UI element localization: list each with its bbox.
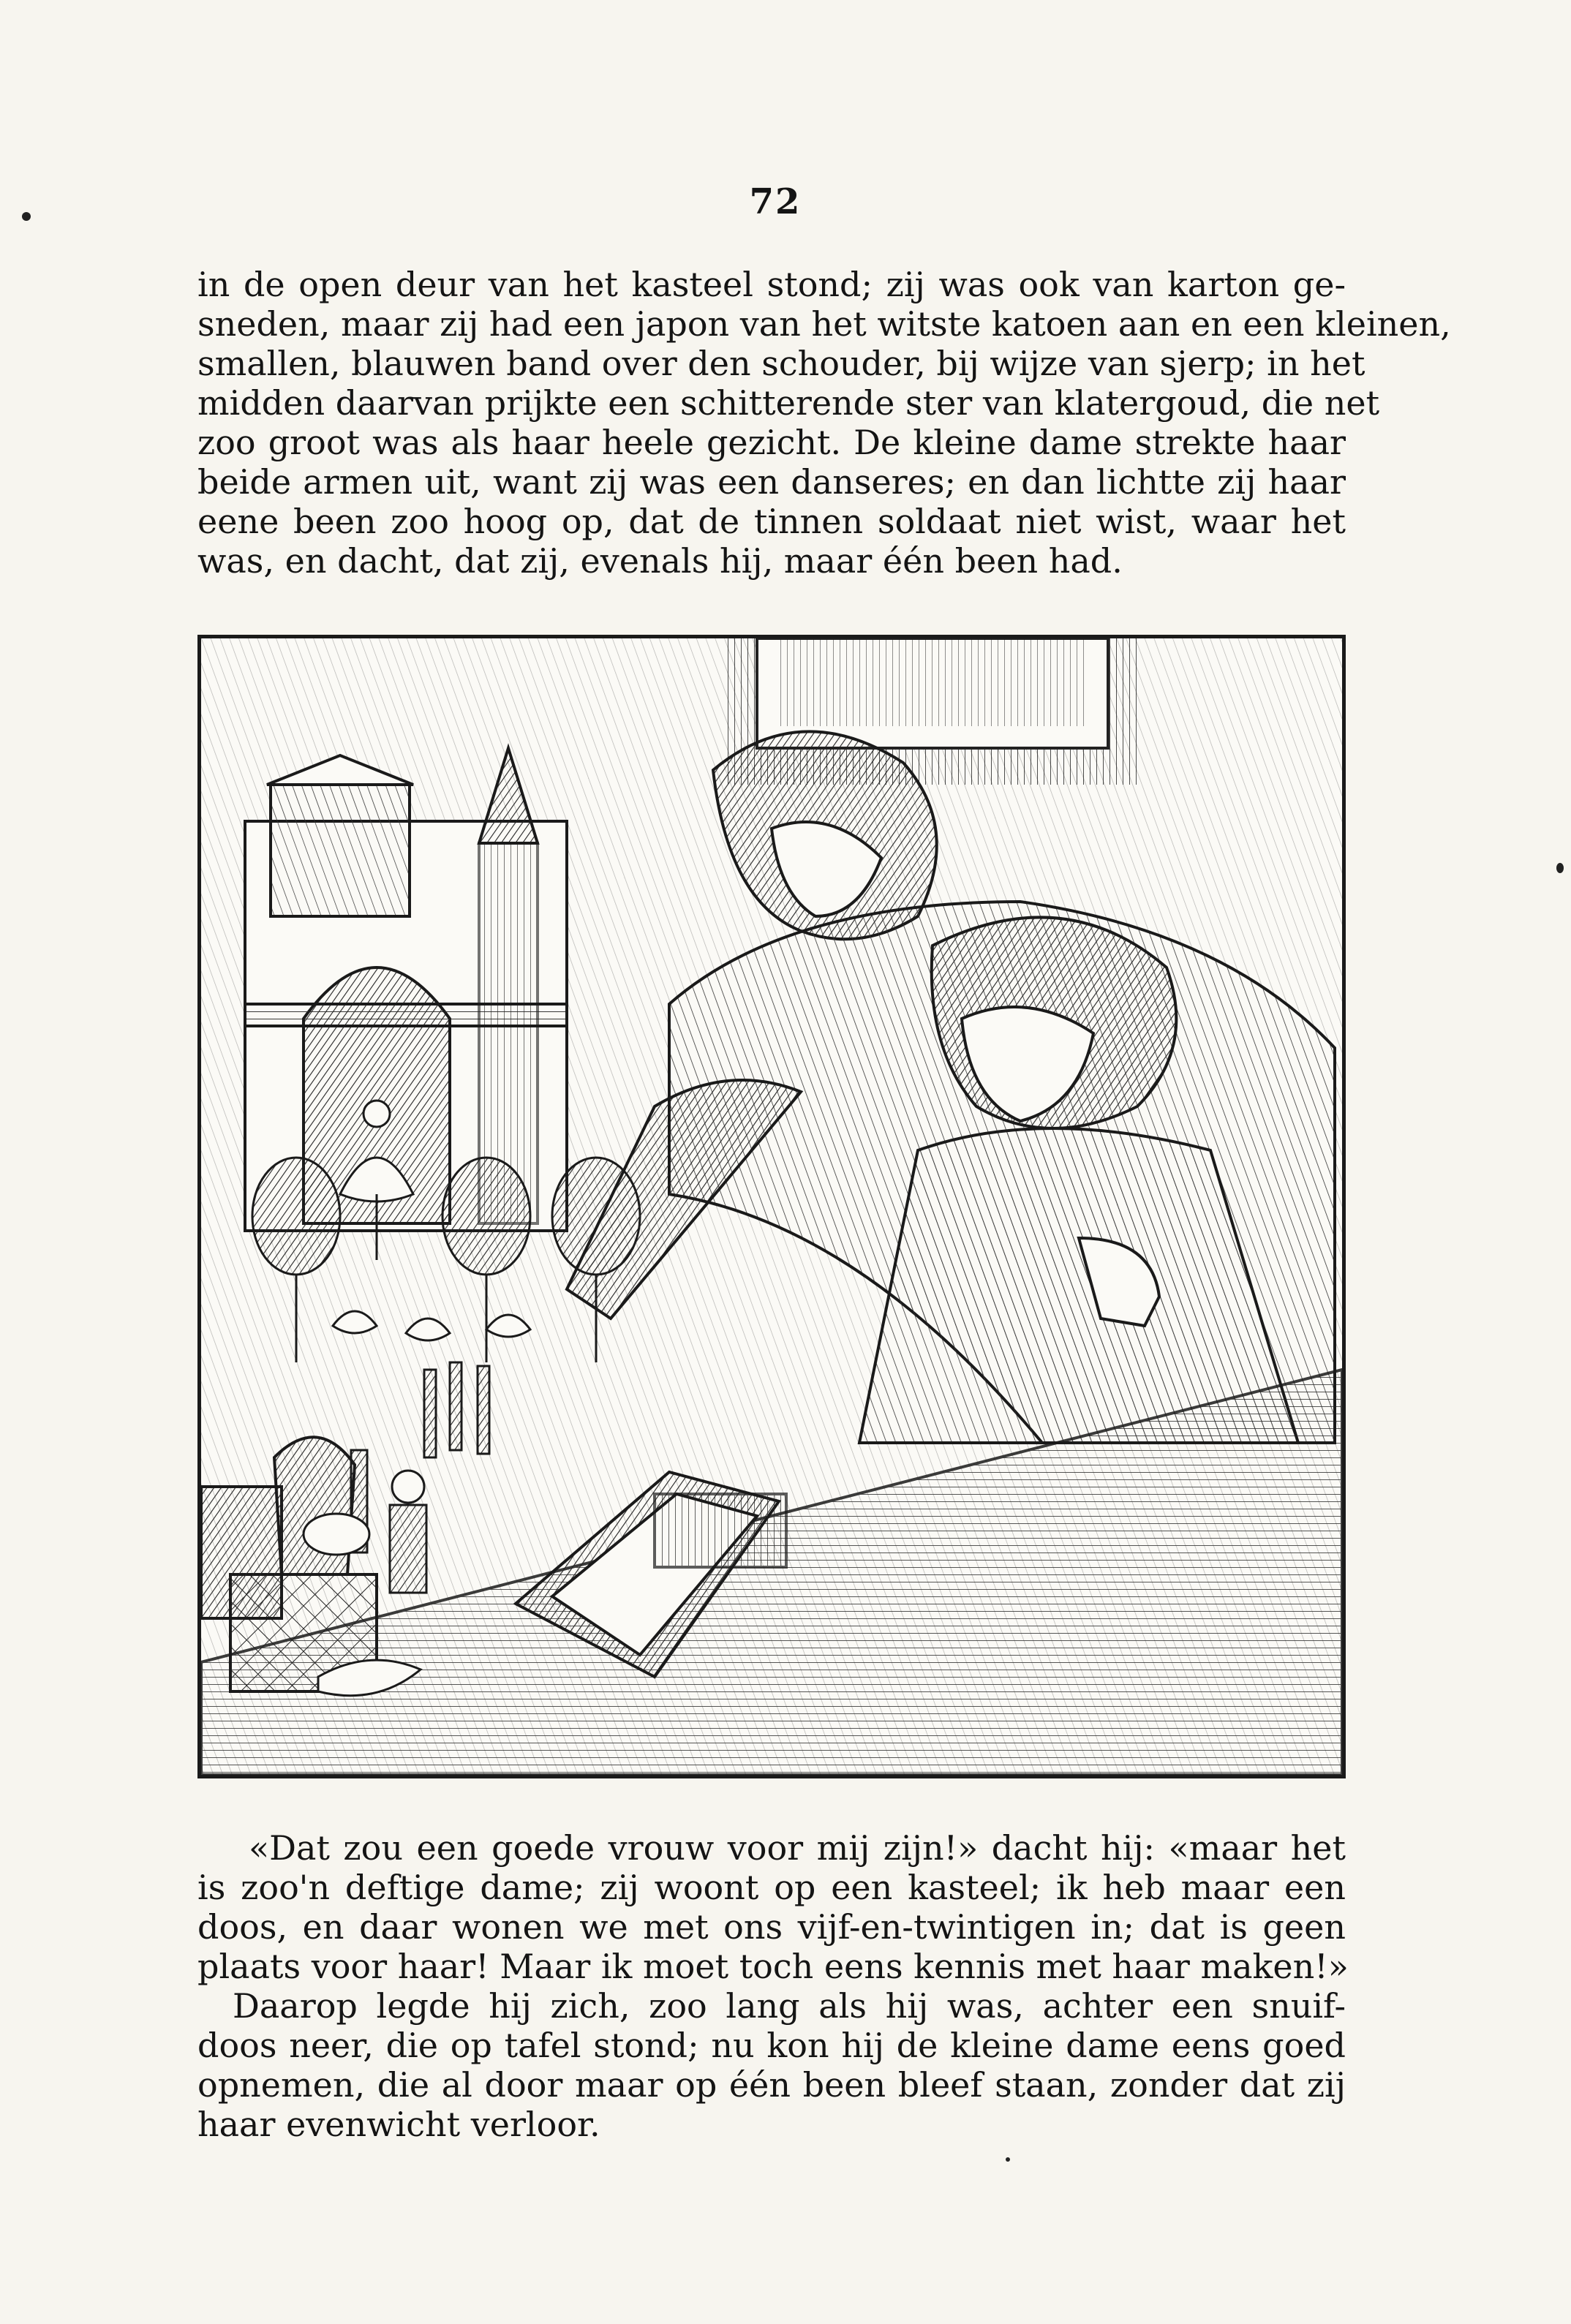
- text-line: zoo groot was als haar heele gezicht. De kleine dame strekte haar: [197, 423, 1346, 462]
- text-line: «Dat zou een goede vrouw voor mij zijn!» dacht hij: «maar het: [249, 1828, 1346, 1868]
- text-line: was, en dacht, dat zij, evenals hij, maar één been had.: [197, 541, 1123, 581]
- text-line: doos, en daar wonen we met ons vijf-en-twintigen in; dat is geen: [197, 1907, 1346, 1947]
- text-line: midden daarvan prijkte een schitterende ster van klatergoud, die net: [197, 383, 1380, 423]
- text-line: opnemen, die al door maar op één been bleef staan, zonder dat zij: [197, 2065, 1346, 2105]
- text-line: in de open deur van het kasteel stond; zij was ook van karton ge-: [197, 265, 1346, 304]
- text-line: doos neer, die op tafel stond; nu kon hij de kleine dame eens goed: [197, 2026, 1346, 2065]
- bottom-paragraphs: [197, 1828, 1349, 2144]
- text-line: is zoo'n deftige dame; zij woont op een kasteel; ik heb maar een: [197, 1868, 1346, 1907]
- engraving-illustration: [197, 635, 1346, 1778]
- toy-dog: [304, 1514, 369, 1555]
- text-line: haar evenwicht verloor.: [197, 2105, 600, 2144]
- page-number: 72: [749, 181, 802, 222]
- page-speck: [22, 212, 31, 221]
- page-speck: [1006, 2157, 1010, 2162]
- text-line: sneden, maar zij had een japon van het witste katoen aan en een kleinen,: [197, 304, 1451, 344]
- text-line: plaats voor haar! Maar ik moet toch eens kennis met haar maken!»: [197, 1947, 1349, 1986]
- top-paragraph: [197, 265, 1451, 581]
- text-line: Daarop legde hij zich, zoo lang als hij was, achter een snuif-: [233, 1986, 1346, 2026]
- text-line: eene been zoo hoog op, dat de tinnen soldaat niet wist, waar het: [197, 502, 1346, 541]
- text-line: smallen, blauwen band over den schouder, bij wijze van sjerp; in het: [197, 344, 1365, 383]
- page-speck: [1556, 863, 1564, 873]
- wooden-doll: [390, 1471, 426, 1593]
- text-line: beide armen uit, want zij was een danseres; en dan lichtte zij haar: [197, 462, 1346, 502]
